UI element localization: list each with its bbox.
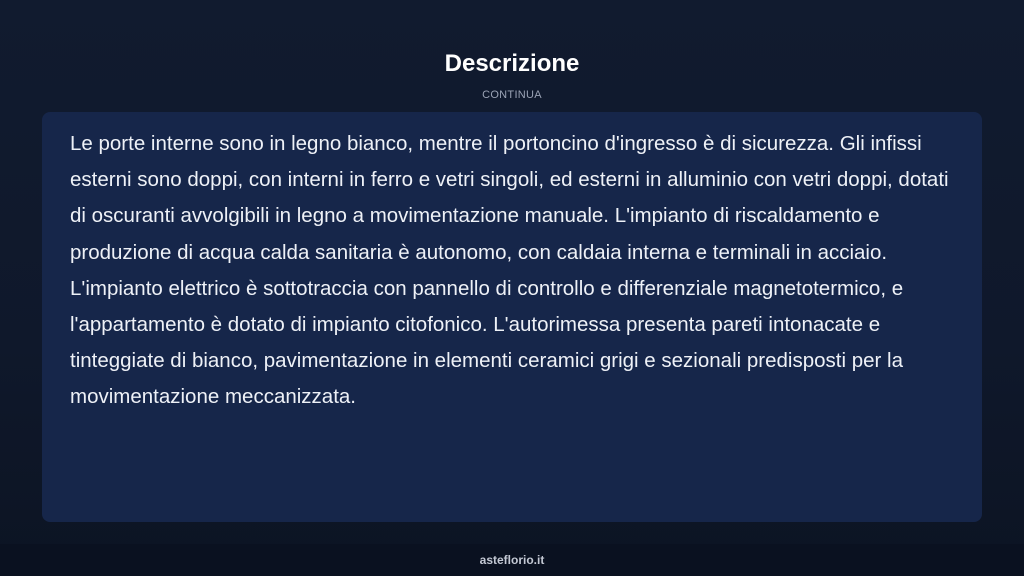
description-card xyxy=(42,112,982,522)
description-text: Le porte interne sono in legno bianco, mentre il portoncino d'ingresso è di sicurezza. Gli infissi esterni sono doppi, con interni in ferro e vetri singoli, ed esterni in alluminio con vetri doppi, dotati di oscuranti avvolgibili in legno a movimentazione manuale. L'impianto di riscaldamento e produzione di acqua calda sanitaria è autonomo, con caldaia interna e terminali in acciaio. L'impianto elettrico è sottotraccia con pannello di controllo e differenziale magnetotermico, e l'appartamento è dotato di impianto citofonico. L'autorimessa presenta pareti intonacate e tinteggiate di bianco, pavimentazione in elementi ceramici grigi e sezionali predisposti per la movimentazione meccanizzata. xyxy=(70,132,949,409)
footer-bar xyxy=(0,544,1024,576)
continue-label: CONTINUA xyxy=(482,89,542,101)
site-name: asteflorio.it xyxy=(479,553,545,567)
page-title: Descrizione xyxy=(444,50,580,77)
